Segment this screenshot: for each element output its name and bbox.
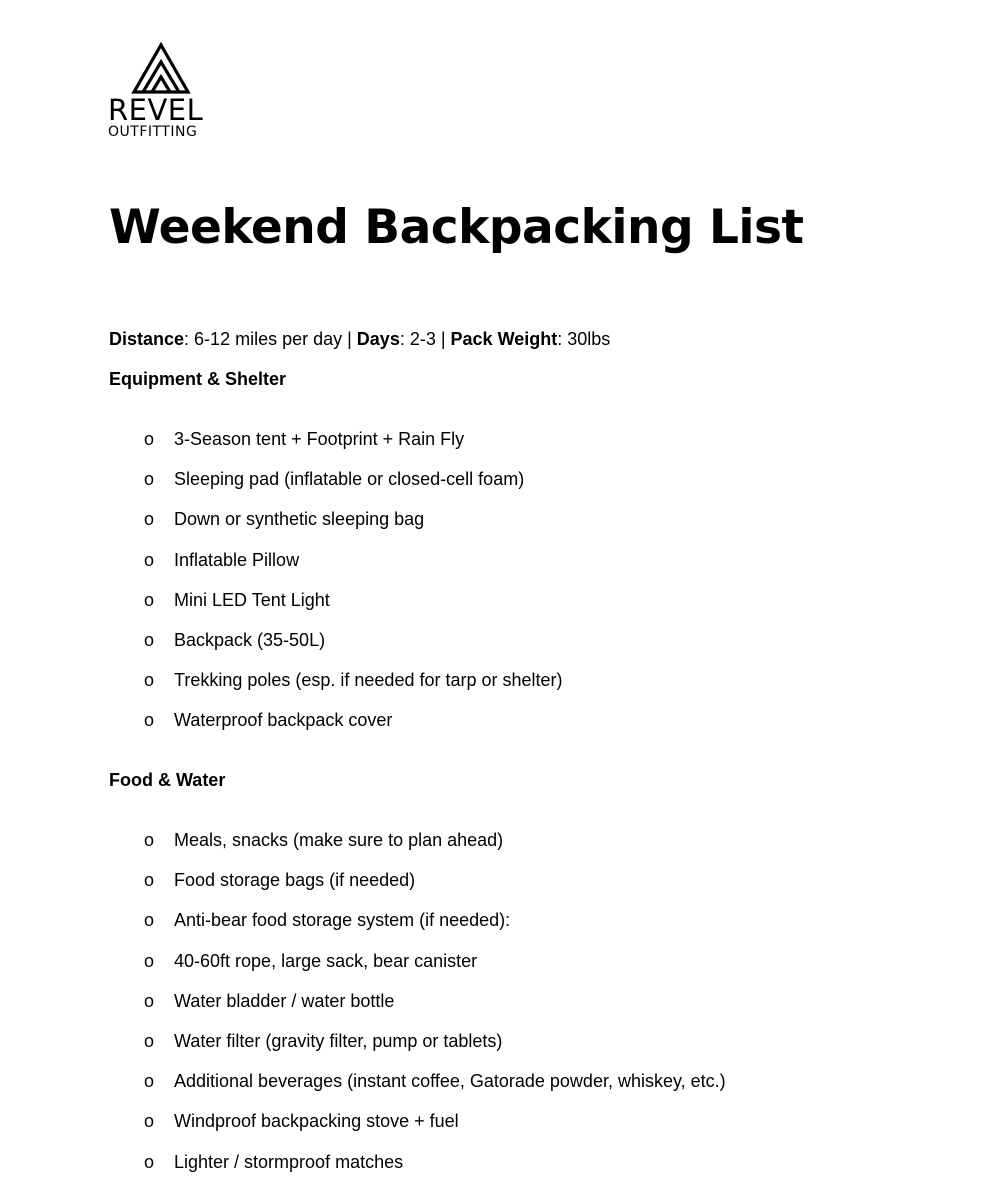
- page-title: Weekend Backpacking List: [109, 200, 804, 255]
- section-title-food-water: Food & Water: [109, 770, 226, 790]
- pack-weight-value: : 30lbs: [557, 329, 611, 349]
- bullet-icon: o: [144, 830, 155, 850]
- list-item-text: Mini LED Tent Light: [174, 589, 330, 610]
- bullet-icon: o: [144, 469, 155, 490]
- bullet-icon: o: [144, 1071, 155, 1092]
- bullet-icon: o: [144, 1030, 155, 1051]
- bullet-icon: o: [144, 670, 155, 691]
- distance-value: : 6-12 miles per day |: [184, 329, 357, 349]
- list-item-text: Sleeping pad (inflatable or closed-cell foam): [174, 469, 525, 490]
- bullet-icon: o: [144, 509, 155, 530]
- distance-label: Distance: [109, 329, 185, 349]
- brand-subtitle: OUTFITTING: [108, 124, 198, 140]
- bullet-icon: o: [144, 1151, 155, 1172]
- brand-name: REVEL: [108, 93, 204, 127]
- bullet-icon: o: [144, 429, 155, 449]
- list-item-text: Meals, snacks (make sure to plan ahead): [174, 830, 504, 850]
- list-item-text: Water filter (gravity filter, pump or tablets): [174, 1030, 503, 1051]
- bullet-icon: o: [144, 710, 155, 731]
- list-item-text: Windproof backpacking stove + fuel: [174, 1111, 459, 1132]
- bullet-icon: o: [144, 549, 155, 570]
- list-item-text: Waterproof backpack cover: [174, 710, 393, 731]
- bullet-icon: o: [144, 589, 155, 610]
- days-label: Days: [356, 329, 400, 349]
- pack-weight-label: Pack Weight: [450, 329, 558, 349]
- list-item-text: Down or synthetic sleeping bag: [174, 509, 425, 530]
- list-item-text: Food storage bags (if needed): [174, 870, 416, 891]
- list-item-text: Trekking poles (esp. if needed for tarp or shelter): [174, 670, 563, 691]
- list-item-text: Anti-bear food storage system (if needed):: [174, 910, 511, 931]
- list-item-text: Additional beverages (instant coffee, Gatorade powder, whiskey, etc.): [174, 1071, 726, 1092]
- list-item-text: 3-Season tent + Footprint + Rain Fly: [174, 429, 465, 449]
- section-title-equipment: Equipment & Shelter: [109, 369, 287, 389]
- bullet-icon: o: [144, 990, 155, 1011]
- days-value: : 2-3 |: [399, 329, 451, 349]
- bullet-icon: o: [144, 870, 155, 891]
- brand-logo: [108, 42, 218, 140]
- list-item-text: 40-60ft rope, large sack, bear canister: [174, 950, 478, 971]
- list-item-text: Water bladder / water bottle: [174, 990, 395, 1011]
- trip-summary: [109, 327, 610, 351]
- list-item-text: Backpack (35-50L): [174, 629, 326, 650]
- bullet-icon: o: [144, 910, 155, 931]
- bullet-icon: o: [144, 1111, 155, 1132]
- mountain-logo-icon: [131, 42, 191, 94]
- bullet-icon: o: [144, 950, 155, 971]
- bullet-icon: o: [144, 629, 155, 650]
- list-item-text: Inflatable Pillow: [174, 549, 300, 570]
- list-item-text: Lighter / stormproof matches: [174, 1151, 404, 1172]
